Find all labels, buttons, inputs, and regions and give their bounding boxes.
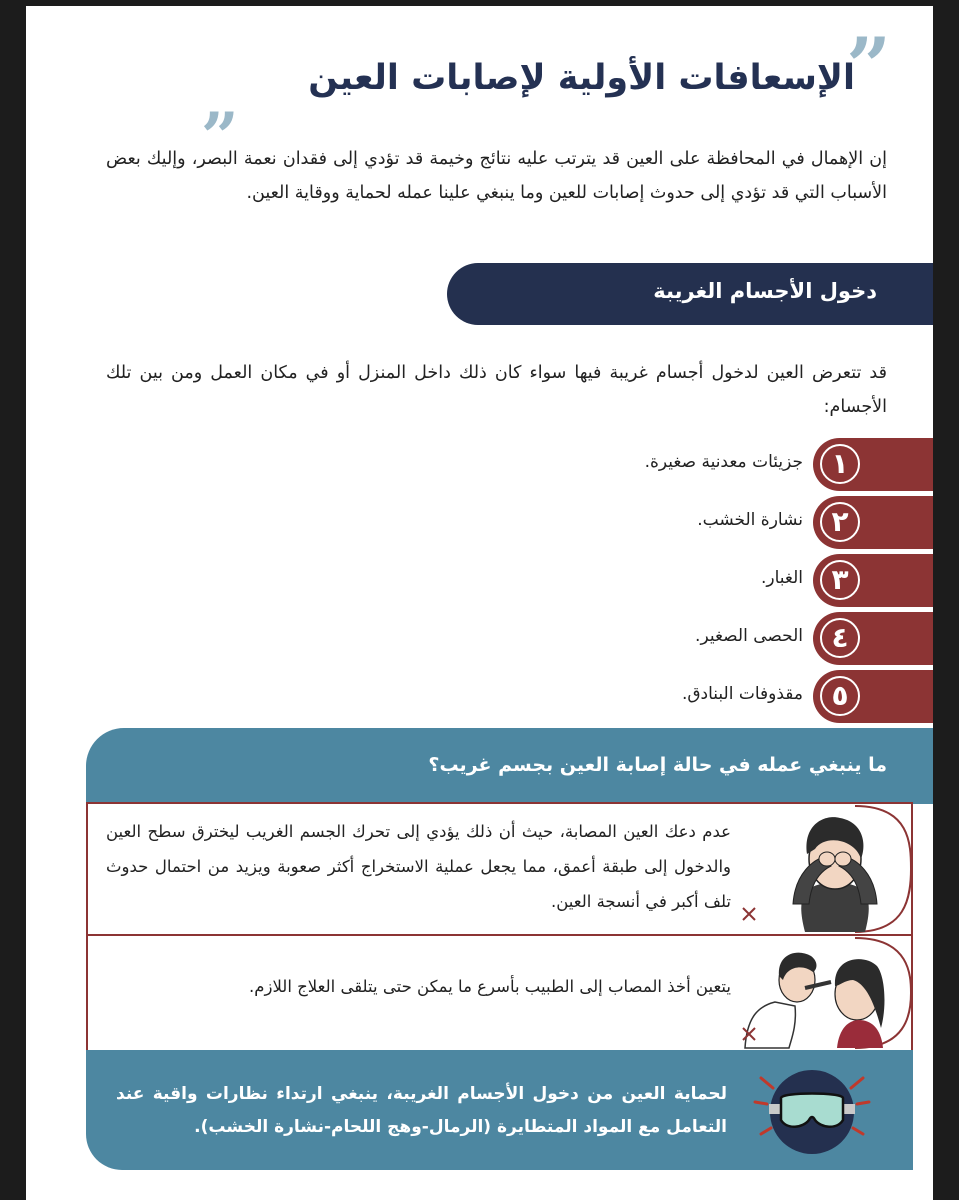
intro-paragraph: إن الإهمال في المحافظة على العين قد يترتب عليه نتائج وخيمة قد تؤدي إلى فقدان نعمة البصر، وإليك بعض الأسباب التي قد تؤدي إلى حدوث إصابات للعين وما ينبغي علينا عمله لحماية ووقاية العين. (106, 149, 887, 203)
quote-mark-left-icon: „ (202, 60, 240, 138)
badge-number: ١ (820, 444, 860, 484)
tip-text: لحماية العين من دخول الأجسام الغريبة، ينبغي ارتداء نظارات واقية عند التعامل مع المواد المتطايرة (الرمال-وهج اللحام-نشارة الخشب). (116, 1084, 727, 1137)
question-banner (86, 728, 933, 804)
advice-box (86, 802, 913, 936)
advice-box (86, 934, 913, 1052)
list-item-text: جزيئات معدنية صغيرة. (644, 452, 803, 472)
advice-text: عدم دعك العين المصابة، حيث أن ذلك يؤدي إلى تحرك الجسم الغريب ليخترق سطح العين والدخول إلى طبقة أعمق، مما يجعل عملية الاستخراج أكثر صعوبة ويزيد من احتمال حدوث تلف أكبر في أنسجة العين. (106, 822, 731, 911)
objects-list (26, 438, 933, 728)
badge-number: ٢ (820, 502, 860, 542)
page (26, 6, 933, 1200)
quote-mark-right-icon: ” (846, 21, 891, 112)
badge-number: ٣ (820, 560, 860, 600)
list-item-text: نشارة الخشب. (697, 510, 803, 530)
person-rubbing-eyes-icon (735, 804, 911, 934)
number-badge (813, 496, 933, 549)
list-item (26, 438, 933, 491)
list-item (26, 612, 933, 665)
number-badge (813, 670, 933, 723)
list-item-text: الغبار. (760, 568, 803, 588)
doctor-examining-eye-icon (735, 936, 911, 1050)
number-badge (813, 612, 933, 665)
section-intro: قد تتعرض العين لدخول أجسام غريبة فيها سواء كان ذلك داخل المنزل أو في مكان العمل ومن بين تلك الأجسام: (106, 363, 887, 417)
section-banner (447, 263, 933, 325)
list-item (26, 496, 933, 549)
tip-box (86, 1050, 913, 1170)
question-title: ما ينبغي عمله في حالة إصابة العين بجسم غريب؟ (428, 754, 887, 776)
list-item-text: مقذوفات البنادق. (681, 684, 803, 704)
advice-text: يتعين أخذ المصاب إلى الطبيب بأسرع ما يمكن حتى يتلقى العلاج اللازم. (249, 977, 731, 996)
list-item (26, 670, 933, 723)
list-item-text: الحصى الصغير. (695, 626, 803, 646)
page-title: الإسعافات الأولية لإصابات العين (308, 58, 855, 98)
list-item (26, 554, 933, 607)
badge-number: ٤ (820, 618, 860, 658)
section-title: دخول الأجسام الغريبة (653, 279, 877, 303)
number-badge (813, 554, 933, 607)
number-badge (813, 438, 933, 491)
safety-goggles-icon (747, 1060, 877, 1160)
badge-number: ٥ (820, 676, 860, 716)
